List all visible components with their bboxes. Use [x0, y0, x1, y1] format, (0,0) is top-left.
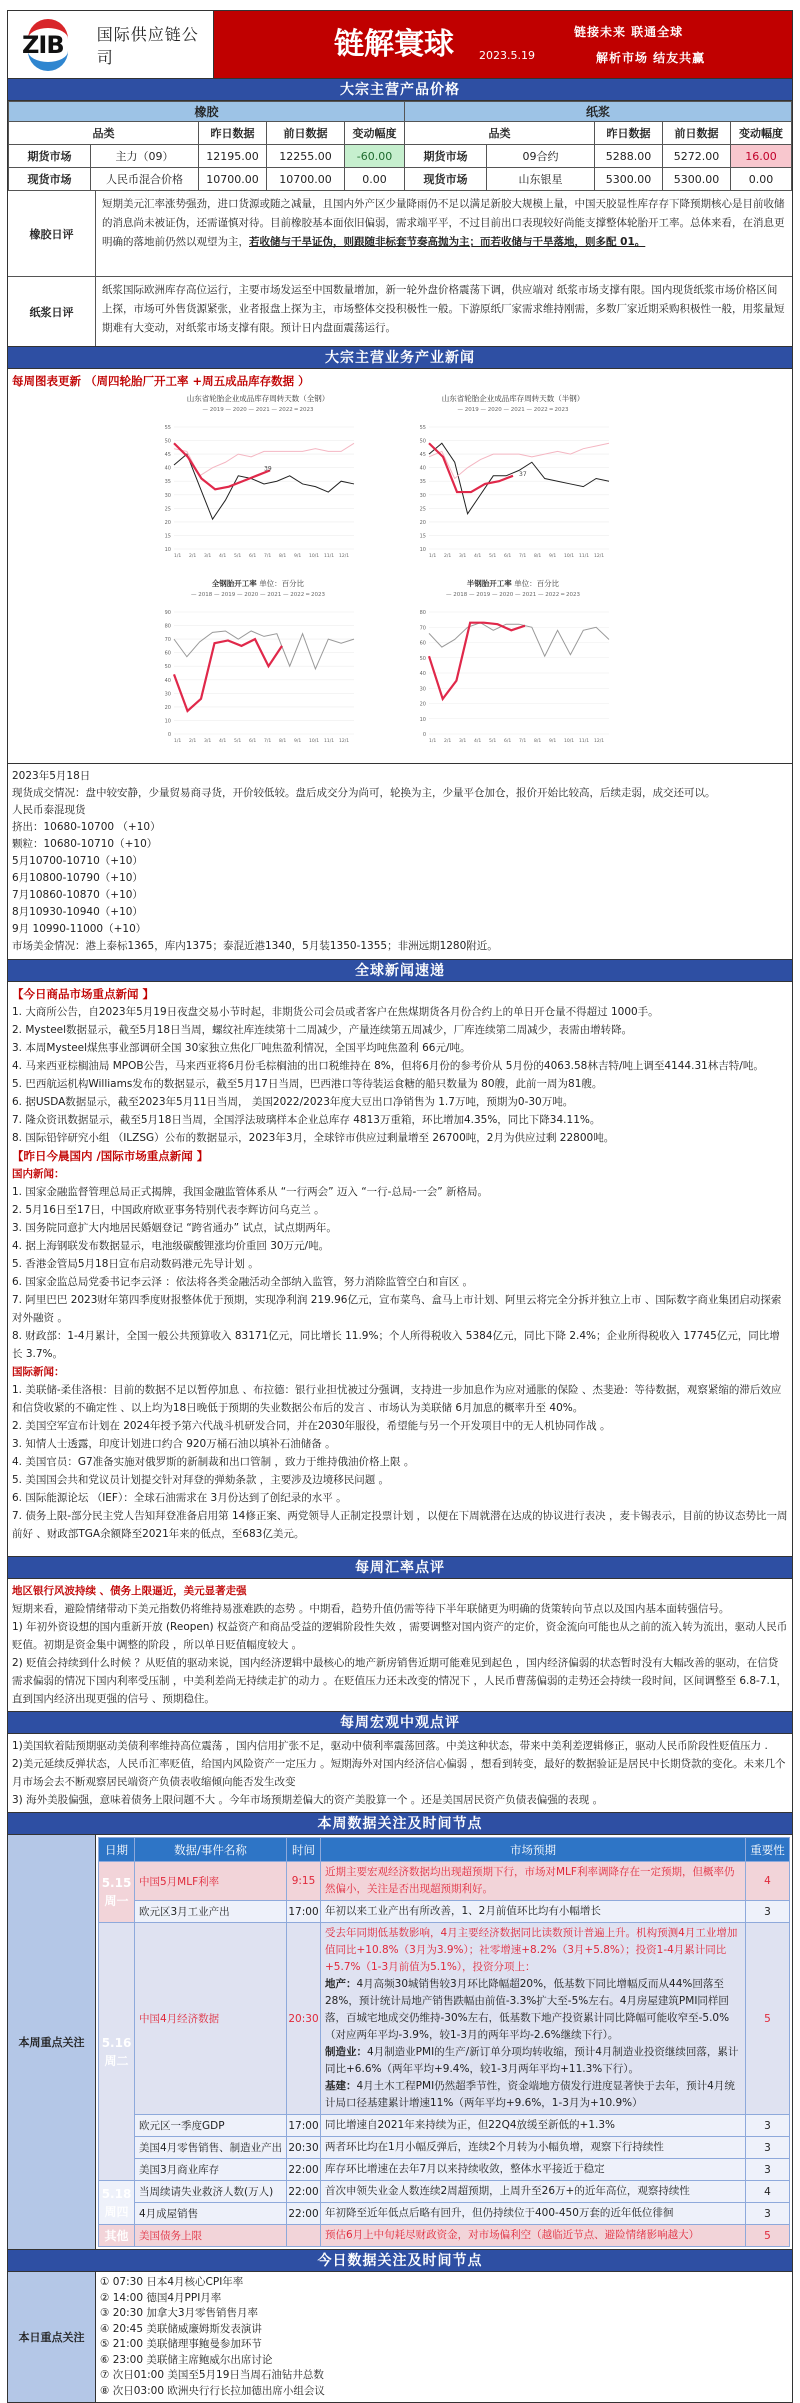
svg-text:8/1: 8/1: [279, 554, 287, 559]
svg-text:11/1: 11/1: [324, 739, 335, 744]
svg-text:80: 80: [164, 623, 171, 630]
news-item: 5. 香港金管局5月18日宣布启动数码港元先导计划 。: [12, 1258, 259, 1270]
svg-text:3/1: 3/1: [459, 739, 467, 744]
macro-news-heading: 【昨日今晨国内 /国际市场重点新闻 】: [12, 1149, 209, 1163]
table-row: 欧元区一季度GDP 17:00 同比增速自2021年来持续为正，但22Q4放缓至新低的+1.3% 3: [99, 2115, 790, 2137]
svg-text:30: 30: [164, 691, 171, 698]
industry-news: [8, 369, 792, 764]
change-negative: -60.00: [345, 145, 405, 168]
table-row: 5.15 周一 中国5月MLF利率 9:15 近期主要宏观经济数据均出现超预期下行，市场对MLF利率调降存在一定预期，但概率仍然偏小，关注是否出现超预期利好。 4: [99, 1862, 790, 1901]
svg-text:4/1: 4/1: [219, 739, 227, 744]
date-cell: 5.16 周二: [99, 1923, 135, 2181]
svg-text:7/1: 7/1: [519, 739, 527, 744]
news-item: 5. 美国国会共和党议员计划提交针对拜登的弹劾条款 ，主要涉及边境移民问题 。: [12, 1474, 390, 1486]
svg-text:90: 90: [164, 610, 171, 616]
news-item: 1. 大商所公告，自2023年5月19日夜盘交易小节时起，非期货公司会员或者客户在焦煤期货各月份合约上的单日开仓量不得超过 1000手。: [12, 1006, 659, 1018]
svg-text:12/1: 12/1: [594, 739, 605, 744]
chart-legend: — 2019 — 2020 — 2021 — 2022 ━ 2023: [457, 407, 569, 413]
table-row: 美国3月商业库存 22:00 库存环比增速在去年7月以来持续收敛，整体水平接近于稳定 3: [99, 2159, 790, 2181]
svg-text:7/1: 7/1: [264, 739, 272, 744]
news-item: 2. 5月16日至17日，中国政府欧亚事务特别代表李辉访问乌克兰 。: [12, 1204, 325, 1216]
col-header: 变动幅度: [731, 122, 792, 145]
today-side-label: 本日重点关注: [8, 2272, 96, 2402]
table-row: 5.16 周二 中国4月经济数据 20:30 受去年同期低基数影响，4月主要经济数据同比读数预计普遍上升。机构预测4月工业增加值同比+10.8%（3月为3.9%）；社零增速+8.2%（3月+5.8%）；投资1-4月累计同比+5.7%（1-3月前值为5.1%），投资分项上： 地产：4月高频30城销售较3月环比降幅超20%，低基数下同比增幅反而从44%回落至28%，预计统计局地产销售跌幅由前值-3.3%扩大至-5%左右。4月房屋建筑PMI同样回落，百城宅地成交仍维持-30%左右，低基数下地产投资累计同比降幅可能收窄至-5.0%（对应两年平均-3.9%，较1-3月的两年平均-2.6%继续下行）。 制造业：4月制造业PMI的生产/新订单分项均转收缩，预计4月制造业投资继续回落，累计同比+6.6%（两年平均+9.4%，较1-3月两年平均+11.3%下行）。 基建：4月土木工程PMI仍然超季节性，资金端地方债发行进度显著快于去年，预计4月统计局口径基建累计增速11%（两年平均+9.6%，1-3月为+10.9%） 5: [99, 1923, 790, 2115]
svg-text:6/1: 6/1: [504, 554, 512, 559]
today-item: ⑥ 23:00 美联储主席鲍威尔出席讨论: [100, 2353, 273, 2366]
svg-text:1/1: 1/1: [429, 554, 437, 559]
news-item: 2. 美国空军宣布计划在 2024年授予第六代战斗机研发合同，并在2030年服役，希望能与另一个开发项目中的无人机协同作战 。: [12, 1420, 611, 1432]
spot-line: 5月10700-10710（+10）: [12, 855, 143, 867]
section-global-news-title: 全球新闻速递: [8, 960, 792, 982]
svg-text:9/1: 9/1: [294, 739, 302, 744]
chart-allsteel-operating-rate: 全钢胎开工率 单位：百分比 — 2018 — 2019 — 2020 — 2021 — 2022 ━ 2023 0 10 20 30 40 50 60 70 80 90 1/1 2/1 3/1 4/1 5/1 6/1 7/1 8/1 9/1 10/1 11/1 12/1: [158, 578, 358, 748]
svg-text:70: 70: [419, 625, 426, 632]
svg-text:50: 50: [419, 438, 426, 445]
svg-text:12/1: 12/1: [339, 554, 350, 559]
news-item: 6. 国家金监总局党委书记李云泽 ：依法将各类金融活动全部纳入监管，努力消除监管空白和盲区 。: [12, 1276, 474, 1288]
table-row: 欧元区3月工业产出 17:00 年初以来工业产出有所改善，1、2月前值环比均有小幅增长 3: [99, 1901, 790, 1923]
svg-text:4/1: 4/1: [474, 739, 482, 744]
today-item: ① 07:30 日本4月核心CPI年率: [100, 2276, 244, 2288]
news-item: 4. 美国官员：G7准备实施对俄罗斯的新制裁和出口管制 ，致力于维持俄油价格上限 。: [12, 1456, 415, 1468]
col-header: 前日数据: [267, 122, 345, 145]
newsletter-title: 链解寰球: [334, 27, 454, 62]
svg-text:8/1: 8/1: [534, 554, 542, 559]
table-row: 美国4月零售销售、制造业产出 20:30 两者环比均在1月小幅反弹后，连续2个月转为小幅负增，观察下行持续性 3: [99, 2137, 790, 2159]
svg-text:4/1: 4/1: [219, 554, 227, 559]
spot-line: 8月10930-10940（+10）: [12, 906, 143, 918]
svg-text:2/1: 2/1: [189, 739, 197, 744]
svg-text:3/1: 3/1: [204, 554, 212, 559]
svg-text:9/1: 9/1: [294, 554, 302, 559]
spot-line: 6月10800-10790（+10）: [12, 872, 143, 884]
logo: [8, 11, 214, 78]
spot-line: 颗粒：10680-10710（+10）: [12, 838, 158, 850]
svg-text:0: 0: [167, 732, 171, 738]
svg-text:50: 50: [419, 655, 426, 662]
chart-semisteel-inventory: 山东省轮胎企业成品库存周转天数（半钢） — 2019 — 2020 — 2021 — 2022 ━ 2023 10 15 20 25 30 35 40 45 50 55 1/1 2/1 3/1 4/1 5/1 6/1 7/1 8/1 9/1 10/1 11/1 12/1 37: [413, 393, 613, 563]
table-row: 5.18 周四 当周续请失业救济人数(万人) 22:00 首次申领失业金人数连续2周超预期，上周升至26万+的近年高位，观察持续性 4: [99, 2181, 790, 2203]
svg-text:15: 15: [164, 533, 171, 540]
news-item: 4. 据上海钢联发布数据显示，电池级碳酸锂涨均价重回 30万元/吨。: [12, 1240, 330, 1252]
svg-text:45: 45: [419, 452, 426, 459]
svg-text:20: 20: [419, 701, 426, 708]
spot-line: 人民币泰混现货: [12, 804, 86, 816]
logo-mark-icon: ZIB: [22, 17, 73, 73]
news-item: 3. 本周Mysteel煤焦事业部调研全国 30家独立焦化厂吨焦盈利情况，全国平均吨焦盈利 66元/吨。: [12, 1042, 471, 1054]
svg-text:6/1: 6/1: [249, 554, 257, 559]
svg-text:35: 35: [164, 479, 171, 486]
svg-text:60: 60: [164, 650, 171, 657]
svg-text:10: 10: [419, 716, 426, 723]
svg-text:4/1: 4/1: [474, 554, 482, 559]
svg-text:1/1: 1/1: [429, 739, 437, 744]
fx-commentary: [8, 1579, 792, 1712]
date-cell: 其他: [99, 2225, 135, 2247]
svg-text:8/1: 8/1: [279, 739, 287, 744]
svg-text:5/1: 5/1: [489, 554, 497, 559]
svg-text:10/1: 10/1: [309, 739, 320, 744]
svg-text:7/1: 7/1: [519, 554, 527, 559]
table-row: 其他 美国债务上限 预估6月上中旬耗尽财政资金，对市场偏利空（越临近节点、避险情绪影响越大） 5: [99, 2225, 790, 2247]
section-industry-news-title: 大宗主营业务产业新闻: [8, 347, 792, 369]
global-news: [8, 982, 792, 1557]
news-item: 6. 国际能源论坛 （IEF）：全球石油需求在 3月份达到了创纪录的水平 。: [12, 1492, 347, 1504]
svg-text:40: 40: [419, 465, 426, 472]
svg-text:11/1: 11/1: [579, 554, 590, 559]
svg-text:5/1: 5/1: [489, 739, 497, 744]
col-header: 品类: [405, 122, 595, 145]
today-item: ⑦ 次日01:00 美国至5月19日当周石油钻井总数: [100, 2369, 324, 2381]
svg-text:1/1: 1/1: [174, 739, 182, 744]
svg-text:12/1: 12/1: [339, 739, 350, 744]
week-side-label: 本周重点关注: [8, 1835, 96, 2249]
news-item: 7. 隆众资讯数据显示，截至5月18日当周，全国浮法玻璃样本企业总库存 4813万重箱，环比增加4.35%，同比下降34.11%。: [12, 1114, 601, 1126]
svg-text:7/1: 7/1: [264, 554, 272, 559]
news-item: 1. 国家金融监督管理总局正式揭牌，我国金融监管体系从 “一行两会” 迈入 “一行-总局-一会” 新格局。: [12, 1186, 489, 1198]
table-row: 现货市场 人民币混合价格 10700.00 10700.00 0.00 现货市场 山东银星 5300.00 5300.00 0.00: [9, 168, 792, 191]
svg-text:55: 55: [419, 425, 426, 431]
today-list: [96, 2272, 792, 2402]
svg-text:20: 20: [164, 704, 171, 711]
svg-text:2/1: 2/1: [444, 554, 452, 559]
change-positive: 16.00: [731, 145, 792, 168]
svg-text:70: 70: [164, 637, 171, 644]
table-row: 4月成屋销售 22:00 年初降至近年低点后略有回升，但仍持续位于400-450万套的近年低位徘徊 3: [99, 2203, 790, 2225]
col-header: 变动幅度: [345, 122, 405, 145]
svg-text:8/1: 8/1: [534, 739, 542, 744]
today-item: ⑧ 次日03:00 欧洲央行行长拉加德出席小组会议: [100, 2384, 325, 2397]
svg-text:6/1: 6/1: [504, 739, 512, 744]
rubber-comment: 橡胶日评 短期美元汇率涨势强劲，进口货源或随之减量，且国内外产区少量降雨仍不足以满足新胶大规模上量，中国天胶显性库存存下降预期核心是目前收储的消息尚未被证伪，还需谨慎对待。目前橡胶基本面依旧偏弱，需求端平平，不过目前出口表现较好尚能支撑整体轮胎开工率。总体来看，在消息更明确的落地前仍然以观望为主，若收储与干旱证伪，则跟随非标套节奏高抛为主；而若收储与干旱落地，则多配 01。: [8, 191, 792, 277]
week-table: 日期 数据/事件名称 时间 市场预期 重要性 5.15 周一 中国5月MLF利率 9:15 近期主要宏观经济数据均出现超预期下行，市场对MLF利率调降存在一定预期，但概率仍然偏小，关注是否出现超预期利好。 4 欧元区3月工业产出 17:00 年初以来工业产出有所改善，1、2月前值环比均有小幅增长 3 5.16 周二 中国4月经济数据 20:30 受去年同期低基数影响，4月主要经济数据同比读数预计普遍上升。机构预测4月工业增加值同比+10.8%（3月为3.9%）；社零增速+8.2%（3月+5.8%）；投资1-4月累计同比+5.7%（1-3月前值为5.1%），投资分项上： 地产：4月高频30城销售较3月环比降幅超20%，低基数下同比增幅反而从44%回落至28%，预计统计局地产销售跌幅由前值-3.3%扩大至-5%左右。4月房屋建筑PMI同样回落，百城宅地成交仍维持-30%左右，低基数下地产投资累计同比降幅可能收窄至-5.0%（对应两年平均-3.9%，较1-3月的两年平均-2.6%继续下行）。 制造业：4月制造业PMI的生产/新订单分项均转收缩，预计4月制造业投资继续回落，累计同比+6.6%（两年平均+9.4%，较1-3月两年平均+11.3%下行）。 基建：4月土木工程PMI仍然超季节性，资金端地方债发行进度显著快于去年，预计4月统计局口径基建累计增速11%（两年平均+9.6%，1-3月为+10.9%） 5 欧元区一季度GDP 17:00 同比增速自2021年来持续为正，但22Q4放缓至新低的+1.3% 3 美国4月零售销售、制造业产出 20:30 两者环比均在1月小幅反弹后，连续2个月转为小幅负增，观察下行持续性 3 美国3月商业库存 22:00 库存环比增速在去年7月以来持续收敛，整体水平接近于稳定 3 5.18 周四 当周续请失业救济人数(万人) 22:00 首次申领失业金人数连续2周超预期，上周升至26万+的近年高位，观察持续性 4 4月成屋销售 22:00 年初降至近年低点后略有回升，但仍持续位于400-450万套的近年低位徘徊 3 其他 美国债务上限 预估6月上中旬耗尽财政资金，对市场偏利空（越临近节点、避险情绪影响越大） 5: [98, 1837, 790, 2247]
svg-text:2/1: 2/1: [444, 739, 452, 744]
svg-text:39: 39: [264, 465, 272, 473]
svg-text:3/1: 3/1: [204, 739, 212, 744]
svg-text:9/1: 9/1: [549, 554, 557, 559]
news-item: 3. 国务院同意扩大内地居民婚姻登记 “跨省通办” 试点，试点期两年。: [12, 1222, 337, 1234]
chart-allsteel-inventory: 山东省轮胎企业成品库存周转天数（全钢） — 2019 — 2020 — 2021 — 2022 ━ 2023 10 15 20 25 30 35 40 45 50 55 1/1 2/1 3/1 4/1 5/1 6/1 7/1 8/1 9/1 10/1 11/1 12/1 39: [158, 393, 358, 563]
svg-text:25: 25: [419, 506, 426, 513]
svg-text:5/1: 5/1: [234, 554, 242, 559]
svg-text:12/1: 12/1: [594, 554, 605, 559]
chart-semisteel-operating-rate: 半钢胎开工率 单位：百分比 — 2018 — 2019 — 2020 — 2021 — 2022 ━ 2023 0 10 20 30 40 50 60 70 80 1/1 2/1 3/1 4/1 5/1 6/1 7/1 8/1 9/1 10/1 11/1 12/1: [413, 578, 613, 748]
macro-paragraph: 2)美元延续反弹状态，人民币汇率贬值，给国内风险资产一定压力 。短期海外对国内经济信心偏弱 ，想看到转变，最好的数据验证是居民中长期贷款的变化。未来几个月市场会去不断观察居民端资产负债表收缩倾向能否发生改变: [12, 1758, 786, 1788]
pulp-comment: 纸浆日评 纸浆国际欧洲库存高位运行，主要市场发运至中国数量增加，新一轮外盘价格震荡下调，供应端对 纸浆市场支撑有限。国内现货纸浆市场价格区间上探，市场可外售货源紧张，业者报盘上探为主，市场整体交投积极性一般。下游原纸厂家需求维持刚需，多数厂家近期采购积极性一般，用浆量短期难有大变动，对纸浆市场支撑有限。预计日内盘面震荡运行。: [8, 277, 792, 347]
svg-text:11/1: 11/1: [324, 554, 335, 559]
svg-text:10: 10: [419, 547, 426, 553]
spot-line: 市场美金情况：港上泰标1365，库内1375；泰混近港1340，5月装1350-1355；非洲远期1280附近。: [12, 940, 498, 952]
today-item: ④ 20:45 美联储威廉姆斯发表演讲: [100, 2322, 262, 2335]
table-row: 期货市场 主力（09） 12195.00 12255.00 -60.00 期货市场 09合约 5288.00 5272.00 16.00: [9, 145, 792, 168]
news-item: 7. 阿里巴巴 2023财年第四季度财报整体优于预期，实现净利润 219.96亿元，宣布菜鸟、盒马上市计划、阿里云将完全分拆并独立上市 、国际数字商业集团启动探索对外融资 。: [12, 1294, 782, 1324]
news-item: 6. 据USDA数据显示，截至2023年5月11日当周， 美国2022/2023年度大豆出口净销售为 1.7万吨，预期为0-30万吨。: [12, 1096, 574, 1108]
date-cell: 5.18 周四: [99, 2181, 135, 2225]
macro-commentary: [8, 1734, 792, 1813]
chart-legend: — 2018 — 2019 — 2020 — 2021 — 2022 ━ 2023: [445, 592, 581, 598]
svg-text:40: 40: [164, 465, 171, 472]
issue-date: 2023.5.19: [479, 49, 535, 62]
svg-text:15: 15: [419, 533, 426, 540]
section-macro-title: 每周宏观中观点评: [8, 1712, 792, 1734]
spot-line: 7月10860-10870（+10）: [12, 889, 143, 901]
svg-text:55: 55: [164, 425, 171, 431]
pulp-group-header: 纸浆: [405, 102, 792, 122]
section-week-data-title: 本周数据关注及时间节点: [8, 1813, 792, 1835]
svg-text:5/1: 5/1: [234, 739, 242, 744]
fx-paragraph: 短期来看，避险情绪带动下美元指数仍将维持易涨难跌的态势 。中期看，趋势升值仍需等待下半年联储更为明确的货策转向节点以及国内基本面转强信号。: [12, 1603, 730, 1615]
svg-text:35: 35: [419, 479, 426, 486]
news-item: 2. Mysteel数据显示，截至5月18日当周，螺纹社库连续第十二周减少，产量连续第五周减少，厂库连续第二周减少，表需由增转降。: [12, 1024, 633, 1036]
chart-legend: — 2019 — 2020 — 2021 — 2022 ━ 2023: [202, 407, 314, 413]
svg-text:10/1: 10/1: [564, 739, 575, 744]
svg-text:1/1: 1/1: [174, 554, 182, 559]
price-table: [8, 101, 792, 191]
section-today-data-title: 今日数据关注及时间节点: [8, 2250, 792, 2272]
svg-text:9/1: 9/1: [549, 739, 557, 744]
today-schedule: [8, 2272, 792, 2402]
svg-text:0: 0: [422, 732, 426, 738]
spot-line: 现货成交情况：盘中较安静，少量贸易商寻货，开价较低较。盘后成交分为尚可，轮换为主，少量平仓加仓，报价开始比较高，后续走弱，成交还可以。: [12, 787, 716, 799]
slogan-line-2: 解析市场 结友共赢: [596, 51, 706, 65]
fx-paragraph: 2) 贬值会持续到什么时候 ？从贬值的驱动来说，国内经济逻辑中最核心的地产新房销售近期可能难见到起色 ，国内经济偏弱的状态暂时没有大幅改善的驱动，在信贷需求偏弱的情况下国内利率受压制 ，中美利差尚无持续走扩的动力 。在贬值压力还未改变的情况下 ，人民币曹荡偏弱的走势还会持续一段时间，区间调整至 6.8-7.1，直到国内经济出现更强的信号 、预期稳住。: [12, 1657, 788, 1705]
svg-text:10: 10: [164, 547, 171, 553]
domestic-news-heading: 国内新闻：: [12, 1168, 65, 1180]
chart-legend: — 2018 — 2019 — 2020 — 2021 — 2022 ━ 2023: [190, 592, 326, 598]
tire-charts: [8, 393, 792, 763]
section-prices-title: 大宗主营产品价格: [8, 79, 792, 101]
svg-text:45: 45: [164, 452, 171, 459]
rubber-group-header: 橡胶: [9, 102, 405, 122]
news-item: 3. 知情人士透露，印度计划进口约合 920万桶石油以填补石油储备 。: [12, 1438, 336, 1450]
news-item: 5. 巴西航运机构Williams发布的数据显示，截至5月17日当周，巴西港口等待装运食糖的船只数量为 80艘，此前一周为81艘。: [12, 1078, 603, 1090]
intl-news-heading: 国际新闻：: [12, 1366, 65, 1378]
news-item: 4. 马来西亚棕榈油局 MPOB公告，马来西亚将6月份毛棕榈油的出口税维持在 8%，但将6月份的参考价从 5月份的4063.58林吉特/吨上调至4144.31林吉特/吨。: [12, 1060, 764, 1072]
date-cell: 5.15 周一: [99, 1862, 135, 1923]
svg-text:2/1: 2/1: [189, 554, 197, 559]
newsletter: [7, 10, 793, 2403]
spot-market: 2023年5月18日 现货成交情况：盘中较安静，少量贸易商寻货，开价较低较。盘后成交分为尚可，轮换为主，少量平仓加仓，报价开始比较高，后续走弱，成交还可以。 人民币泰混现货 挤出：10680-10700 （+10） 颗粒：10680-10710（+10） 5月10700-10710（+10） 6月10800-10790（+10） 7月10860-10870（+10） 8月10930-10940（+10） 9月 10990-11000（+10） 市场美金情况：港上泰标1365，库内1375；泰混近港1340，5月装1350-1355；非洲远期1280附近。: [8, 764, 792, 960]
svg-text:80: 80: [419, 610, 426, 616]
chart-update-note: 每周图表更新 （周四轮胎厂开工率 +周五成品库存数据 ）: [12, 374, 310, 388]
news-item: 8. 国际铅锌研究小组 （ILZSG）公布的数据显示，2023年3月，全球锌市供应过剩量增至 26700吨，2月为供应过剩 22800吨。: [12, 1132, 615, 1144]
macro-paragraph: 3) 海外美股偏强，意味着债务上限问题不大 。今年市场预期差偏大的资产美股算一个 。还是美国居民资产负债表偏强的表现 。: [12, 1794, 604, 1806]
svg-text:50: 50: [164, 438, 171, 445]
section-fx-title: 每周汇率点评: [8, 1557, 792, 1579]
svg-text:60: 60: [419, 640, 426, 647]
svg-text:10: 10: [164, 718, 171, 725]
company-name: 国际供应链公司: [96, 24, 199, 67]
svg-text:20: 20: [164, 519, 171, 526]
spot-line: 挤出：10680-10700 （+10）: [12, 821, 161, 833]
macro-paragraph: 1)美国软着陆预期驱动美债利率维持高位震荡 ，国内信用扩张不足，驱动中债利率震荡回落。中美这种状态，带来中美利差逻辑修正，驱动人民币阶段性贬值压力 .: [12, 1740, 768, 1752]
svg-text:40: 40: [164, 677, 171, 684]
week-schedule: [8, 1835, 792, 2250]
header: [8, 11, 792, 79]
today-item: ③ 20:30 加拿大3月零售销售月率: [100, 2307, 259, 2319]
news-item: 7. 债务上限-部分民主党人告知拜登准备启用第 14修正案、两党领导人正制定投票计划 ，以便在下周就潜在达成的协议进行表决 ，麦卡锡表示，目前的协议态势比一周前好 、财政部TGA余额降至2021年来的低点，至683亿美元。: [12, 1510, 788, 1540]
col-header: 前日数据: [663, 122, 731, 145]
commodity-news-heading: 【今日商品市场重点新闻 】: [12, 987, 155, 1001]
fx-headline: 地区银行风波持续 、债务上限逼近，美元显著走强: [12, 1585, 247, 1597]
svg-text:37: 37: [519, 470, 527, 478]
svg-text:3/1: 3/1: [459, 554, 467, 559]
col-header: 昨日数据: [199, 122, 267, 145]
today-item: ② 14:00 德国4月PPI月率: [100, 2291, 222, 2304]
fx-paragraph: 1) 年初外资设想的国内重新开放 (Reopen) 权益资产和商品受益的逻辑阶段性失效 ，需要调整对国内资产的定价，资金流向可能也从之前的流入转为流出，驱动人民币贬值。初期是资金集中调整的阶段 ，所以单日贬值幅度较大 。: [12, 1621, 788, 1651]
svg-text:20: 20: [419, 519, 426, 526]
svg-text:10/1: 10/1: [564, 554, 575, 559]
svg-text:6/1: 6/1: [249, 739, 257, 744]
svg-text:30: 30: [419, 492, 426, 499]
slogan-line-1: 链接未来 联通全球: [574, 25, 684, 39]
col-header: 昨日数据: [595, 122, 663, 145]
news-item: 1. 美联储-柔佳洛根：目前的数据不足以暂停加息 、布拉德：银行业担忧被过分强调，支持进一步加息作为应对通胀的保险 、杰斐逊：等待数据，观察紧缩的滞后效应和信贷收紧的不确定性 、以上均为18日晚低于预期的失业数据公布后的发言 、市场认为美联储 6月加息的概率升至 40%。: [12, 1384, 782, 1414]
svg-text:11/1: 11/1: [579, 739, 590, 744]
svg-text:40: 40: [419, 671, 426, 677]
svg-text:30: 30: [419, 686, 426, 693]
title-banner: [214, 11, 792, 78]
col-header: 品类: [9, 122, 199, 145]
svg-text:50: 50: [164, 664, 171, 671]
today-item: ⑤ 21:00 美联储理事鲍曼参加环节: [100, 2338, 262, 2350]
svg-text:25: 25: [164, 506, 171, 513]
svg-text:10/1: 10/1: [309, 554, 320, 559]
svg-text:30: 30: [164, 492, 171, 499]
spot-line: 9月 10990-11000（+10）: [12, 923, 147, 935]
news-item: 8. 财政部：1-4月累计，全国一般公共预算收入 83171亿元，同比增长 11.9%；个人所得税收入 5384亿元，同比下降 2.4%；企业所得税收入 17745亿元，同比增长 3.7%。: [12, 1330, 780, 1360]
